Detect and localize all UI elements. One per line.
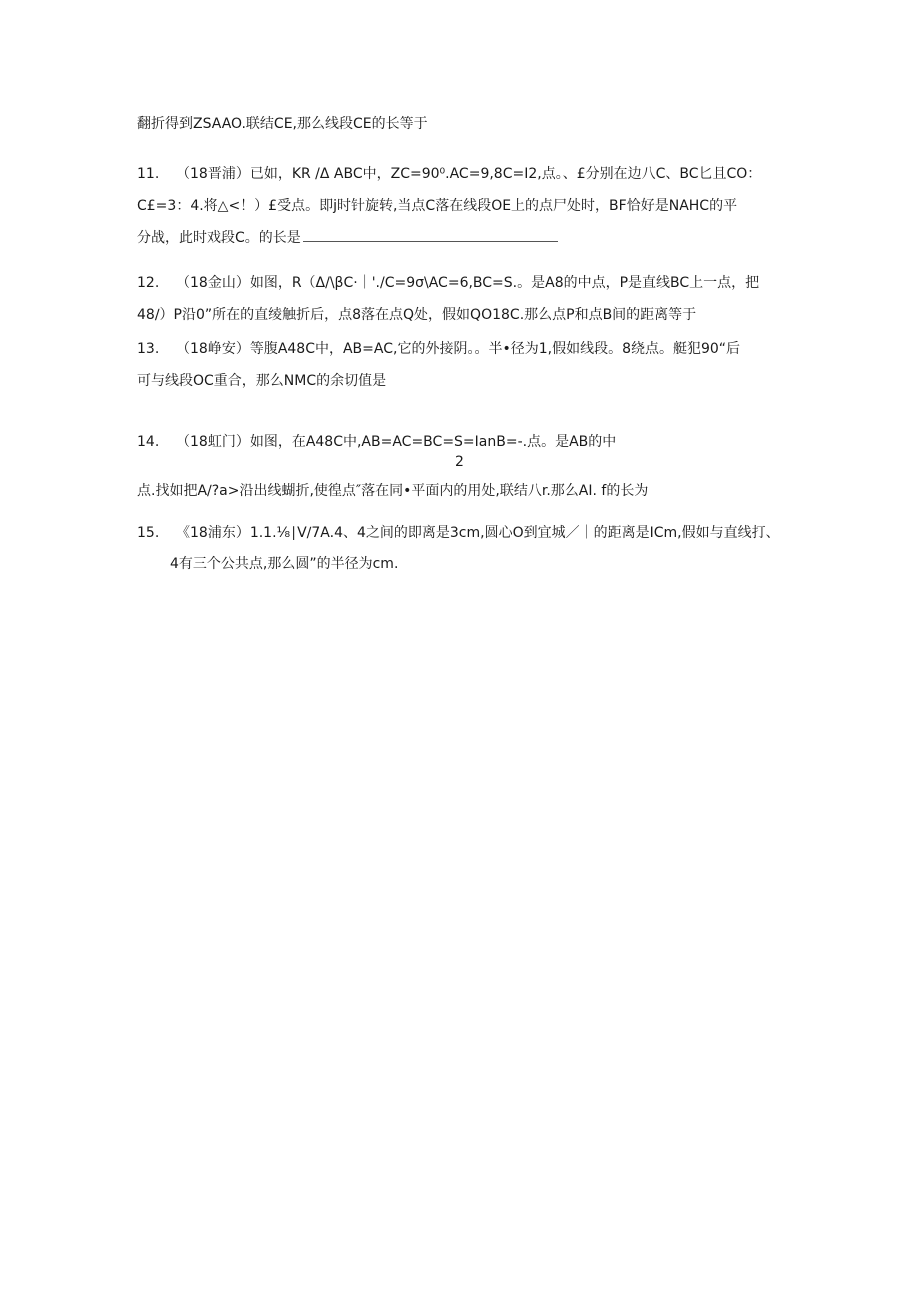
question-text-line: （18金山）如图，R（Δ/\βC·｜'./C=9σ\AC=6,BC=S.。是A8的中点，P是直线BC上一点，把: [176, 275, 760, 291]
question-text: 分战，此时戏段C。的长是: [137, 230, 301, 246]
question-number: 15.: [137, 525, 160, 541]
question-text-line: 48∕）P沿0”所在的直绫触折后，点8落在点Q处，假如QO18C.那么点P和点B间的距离等于: [137, 307, 697, 323]
question-text-line: 可与线段OC重合，那么NMC的余切值是: [137, 373, 387, 389]
fraction-denominator: 2: [455, 454, 464, 470]
question-text-line: （18晋浦）已如，KR /Δ ABC中，ZC=90⁰.AC=9,8C=I2,点。、£分别在边八C、BC匕且CO：: [176, 166, 762, 182]
question-number: 13.: [137, 341, 160, 357]
question-text-line: C£=3：4.将△<！）£受点。即j时针旋转,当点C落在线段OE上的点尸处时，BF恰好是NAHC的平: [137, 198, 738, 214]
question-number: 14.: [137, 434, 160, 450]
question-text-line: （18峥安）等腹A48C中，AB=AC,它的外接阴。。半•径为1,假如线段。8绕点。艇犯90“后: [176, 341, 741, 357]
question-text-line: 点.找如把A∕?a>沿出线蝴折,使徨点″落在同•平面内的用处,联结八r.那么AI. f的长为: [137, 483, 649, 499]
question-text-line: 《18浦东）1.1.⅛∣V∕7A.4、4之间的即离是3cm,圆心O到宜城／｜的距离是ICm,假如与直线打、: [176, 525, 780, 541]
intro-line: 翻折得到ZSAAO.联结CE,那么线段CE的长等于: [137, 116, 428, 132]
question-text-line: [137, 229, 558, 247]
answer-blank: [303, 229, 558, 242]
question-text-line: （18虹门）如图，在A48C中,AB=AC=BC=S=IanB=-.点。是AB的中: [176, 434, 617, 450]
question-number: 11.: [137, 166, 160, 182]
question-text-line: 4有三个公共点,那么圆”的半径为cm.: [170, 556, 399, 572]
question-number: 12.: [137, 275, 160, 291]
